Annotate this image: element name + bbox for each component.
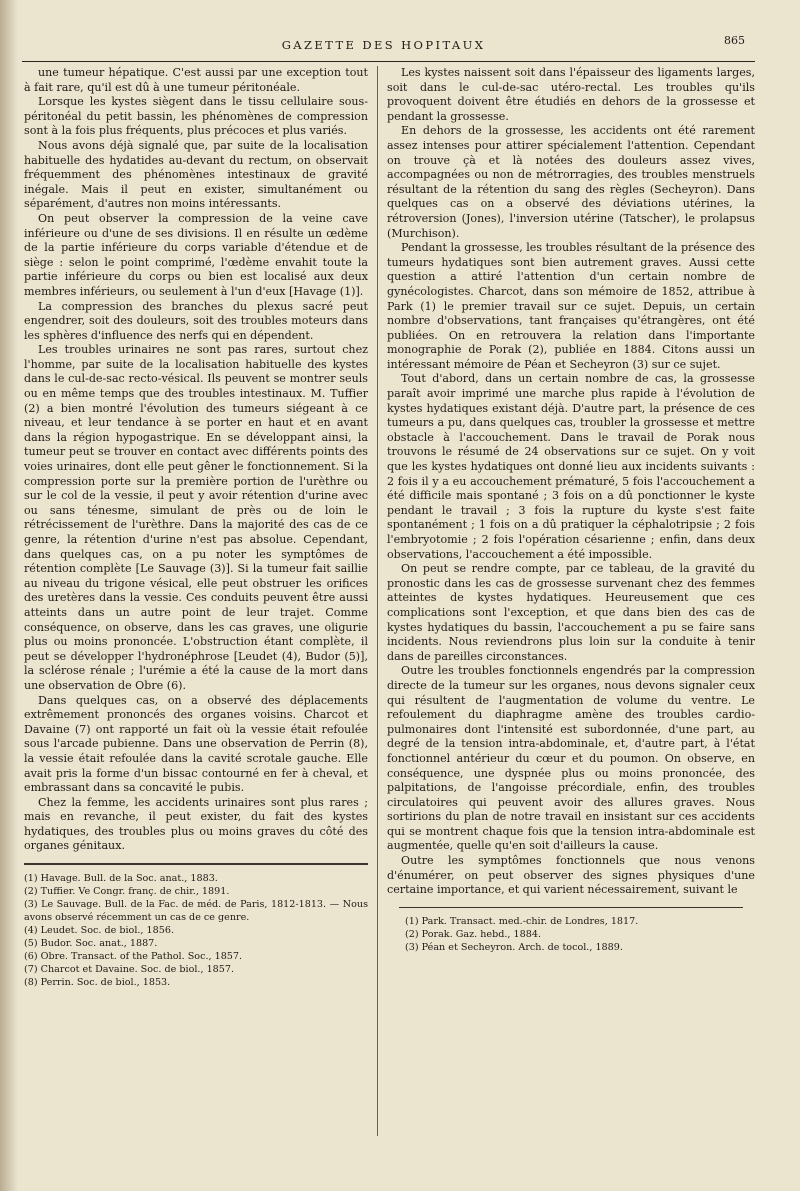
paragraph: On peut observer la compression de la veine cave inférieure ou d'une de ses divisions. Il en résulte un œdème de la partie inférieure du corps variable d'étendue et de siège : selon le point comprimé, l'œdème envahit toute la partie inférieure du corps ou bien est localisé aux deux membres inférieurs, ou seulement à l'un d'eux [Havage (1)].	[24, 211, 368, 298]
binding-shadow	[0, 0, 18, 1191]
page-number: 865	[724, 34, 745, 47]
footnote: (4) Leudet. Soc. de biol., 1856.	[24, 925, 174, 937]
paragraph: La compression des branches du plexus sacré peut engendrer, soit des douleurs, soit des troubles moteurs dans les sphères d'influence des nerfs qui en dépendent.	[24, 299, 368, 342]
left-column	[24, 66, 368, 1116]
footnote: (2) Tuffier. Ve Congr. franç. de chir., 1891.	[24, 886, 230, 898]
paragraph: En dehors de la grossesse, les accidents ont été rarement assez intenses pour attirer spécialement l'attention. Cependant on trouve çà et là notées des douleurs assez vives, accompagnées ou non de métrorragies, des troubles menstruels résultant de la rétention du sang des règles (Secheyron). Dans quelques cas on a observé des déviations utérines, la rétroversion (Jones), l'inversion utérine (Tatscher), le prolapsus (Murchison).	[387, 124, 755, 240]
header-rule	[22, 61, 755, 62]
column-divider	[377, 66, 378, 1136]
footnotes-right	[387, 915, 755, 954]
paragraph: une tumeur hépatique. C'est aussi par une exception tout à fait rare, qu'il est dû à une tumeur péritonéale.	[24, 66, 368, 94]
footnote: (8) Perrin. Soc. de biol., 1853.	[24, 977, 171, 989]
footnote: (1) Havage. Bull. de la Soc. anat., 1883.	[24, 873, 218, 885]
footnote: (1) Park. Transact. med.-chir. de Londres, 1817.	[405, 915, 639, 927]
footnote: (3) Le Sauvage. Bull. de la Fac. de méd. de Paris, 1812-1813. — Nous avons observé récemment un cas de ce genre.	[24, 899, 368, 924]
footnote: (6) Obre. Transact. of the Pathol. Soc., 1857.	[24, 951, 243, 963]
paragraph: Tout d'abord, dans un certain nombre de cas, la grossesse paraît avoir imprimé une marche plus rapide à l'évolution de kystes hydatiques existant déjà. D'autre part, la présence de ces tumeurs a pu, dans quelques cas, troubler la grossesse et mettre obstacle à l'accouchement. Dans le travail de Porak nous trouvons le résumé de 24 observations sur ce sujet. On y voit que les kystes hydatiques ont donné lieu aux incidents suivants : 2 fois il y a eu accouchement prématuré, 5 fois l'accouchement a été difficile mais spontané ; 3 fois on a dû ponctionner le kyste pendant le travail ; 3 fois la rupture du kyste s'est faite spontanément ; 1 fois on a dû pratiquer la céphalotripsie ; 2 fois l'embryotomie ; 2 fois l'opération césarienne ; enfin, dans deux observations, l'accouchement a été impossible.	[387, 372, 755, 561]
footnotes-left	[24, 872, 368, 989]
footnote: (3) Péan et Secheyron. Arch. de tocol., 1889.	[405, 941, 623, 953]
paragraph: Lorsque les kystes siègent dans le tissu cellulaire sous-péritonéal du petit bassin, les phénomènes de compression sont à la fois plus fréquents, plus précoces et plus variés.	[24, 95, 368, 138]
paragraph: Pendant la grossesse, les troubles résultant de la présence des tumeurs hydatiques sont bien autrement graves. Aussi cette question a attiré l'attention d'un certain nombre de gynécologistes. Charcot, dans son mémoire de 1852, attribue à Park (1) le premier travail sur ce sujet. Depuis, un certain nombre d'observations, tant françaises qu'étrangères, ont été publiées. On en retrouvera la relation dans l'importante monographie de Porak (2), publiée en 1884. Citons aussi un intéressant mémoire de Péan et Secheyron (3) sur ce sujet.	[387, 241, 755, 371]
footnote-separator	[24, 863, 368, 865]
paragraph: On peut se rendre compte, par ce tableau, de la gravité du pronostic dans les cas de grossesse survenant chez des femmes atteintes de kystes hydatiques. Heureusement que ces complications sont l'exception, et que dans bien des cas de kystes hydatiques du bassin, l'accouchement a pu se faire sans incidents. Nous reviendrons plus loin sur la conduite à tenir dans de pareilles circonstances.	[387, 562, 755, 663]
footnote-separator	[399, 907, 743, 908]
running-title: GAZETTE DES HOPITAUX	[281, 38, 486, 52]
page-header	[22, 34, 745, 62]
paragraph: Nous avons déjà signalé que, par suite de la localisation habituelle des hydatides au-devant du rectum, on observait fréquemment des phénomènes intestinaux de gravité inégale. Mais il peut en exister, simultanément ou séparément, d'autres non moins intéressants.	[24, 138, 368, 211]
paragraph: Outre les troubles fonctionnels engendrés par la compression directe de la tumeur sur les organes, nous devons signaler ceux qui résultent de l'augmentation de volume du ventre. Le refoulement du diaphragme amène des troubles cardio-pulmonaires dont l'intensité est subordonnée, d'une part, au degré de la tension intra-abdominale, et, d'autre part, à l'état fonctionnel antérieur du cœur et du poumon. On observe, en conséquence, une dyspnée plus ou moins prononcée, des palpitations, de l'angoisse précordiale, enfin, des troubles circulatoires qui peuvent avoir des allures graves. Nous sortirions du plan de notre travail en insistant sur ces accidents qui se montrent chaque fois que la tension intra-abdominale est augmentée, quelle qu'en soit d'ailleurs la cause.	[387, 664, 755, 853]
paragraph: Les kystes naissent soit dans l'épaisseur des ligaments larges, soit dans le cul-de-sac utéro-rectal. Les troubles qu'ils provoquent doivent être étudiés en dehors de la grossesse et pendant la grossesse.	[387, 66, 755, 123]
footnote: (2) Porak. Gaz. hebd., 1884.	[405, 928, 541, 940]
right-column	[387, 66, 755, 1116]
paragraph: Dans quelques cas, on a observé des déplacements extrêmement prononcés des organes voisins. Charcot et Davaine (7) ont rapporté un fait où la vessie était refoulée sous l'arcade pubienne. Dans une observation de Perrin (8), la vessie était refoulée dans la cavité scrotale gauche. Elle avait pris la forme d'un bissac contourné en fer à cheval, et embrassant dans sa concavité le pubis.	[24, 693, 368, 795]
paragraph: Les troubles urinaires ne sont pas rares, surtout chez l'homme, par suite de la localisation habituelle des kystes dans le cul-de-sac recto-vésical. Ils peuvent se montrer seuls ou en même temps que des troubles intestinaux. M. Tuffier (2) a bien montré l'évolution des tumeurs siégeant à ce niveau, et leur tendance à se porter en haut et en avant dans la région hypogastrique. En se développant ainsi, la tumeur peut se trouver en contact avec différents points des voies urinaires, dont elle peut gêner le fonctionnement. Si la compression porte sur la première portion de l'urèthre ou sur le col de la vessie, il peut y avoir rétention d'urine avec ou sans ténesme, simulant de près ou de loin le rétrécissement de l'urèthre. Dans la majorité des cas de ce genre, la rétention d'urine n'est pas absolue. Cependant, dans quelques cas, on a pu noter les symptômes de rétention complète [Le Sauvage (3)]. Si la tumeur fait saillie au niveau du trigone vésical, elle peut obstruer les orifices des uretères dans la vessie. Ces conduits peuvent être aussi atteints dans un autre point de leur trajet. Comme conséquence, on observe, dans les cas graves, une oligurie plus ou moins prononcée. L'obstruction étant complète, il peut se développer l'hydronéphrose [Leudet (4), Budor (5)], la sclérose rénale ; l'urémie a été la cause de la mort dans une observation de Obre (6).	[24, 343, 368, 692]
footnote: (5) Budor. Soc. anat., 1887.	[24, 938, 158, 950]
paragraph: Chez la femme, les accidents urinaires sont plus rares ; mais en revanche, il peut exister, du fait des kystes hydatiques, des troubles plus ou moins graves du côté des organes génitaux.	[24, 795, 368, 853]
footnote: (7) Charcot et Davaine. Soc. de biol., 1857.	[24, 964, 235, 976]
paragraph: Outre les symptômes fonctionnels que nous venons d'énumérer, on peut observer des signes physiques d'une certaine importance, et qui varient nécessairement, suivant le	[387, 854, 755, 897]
